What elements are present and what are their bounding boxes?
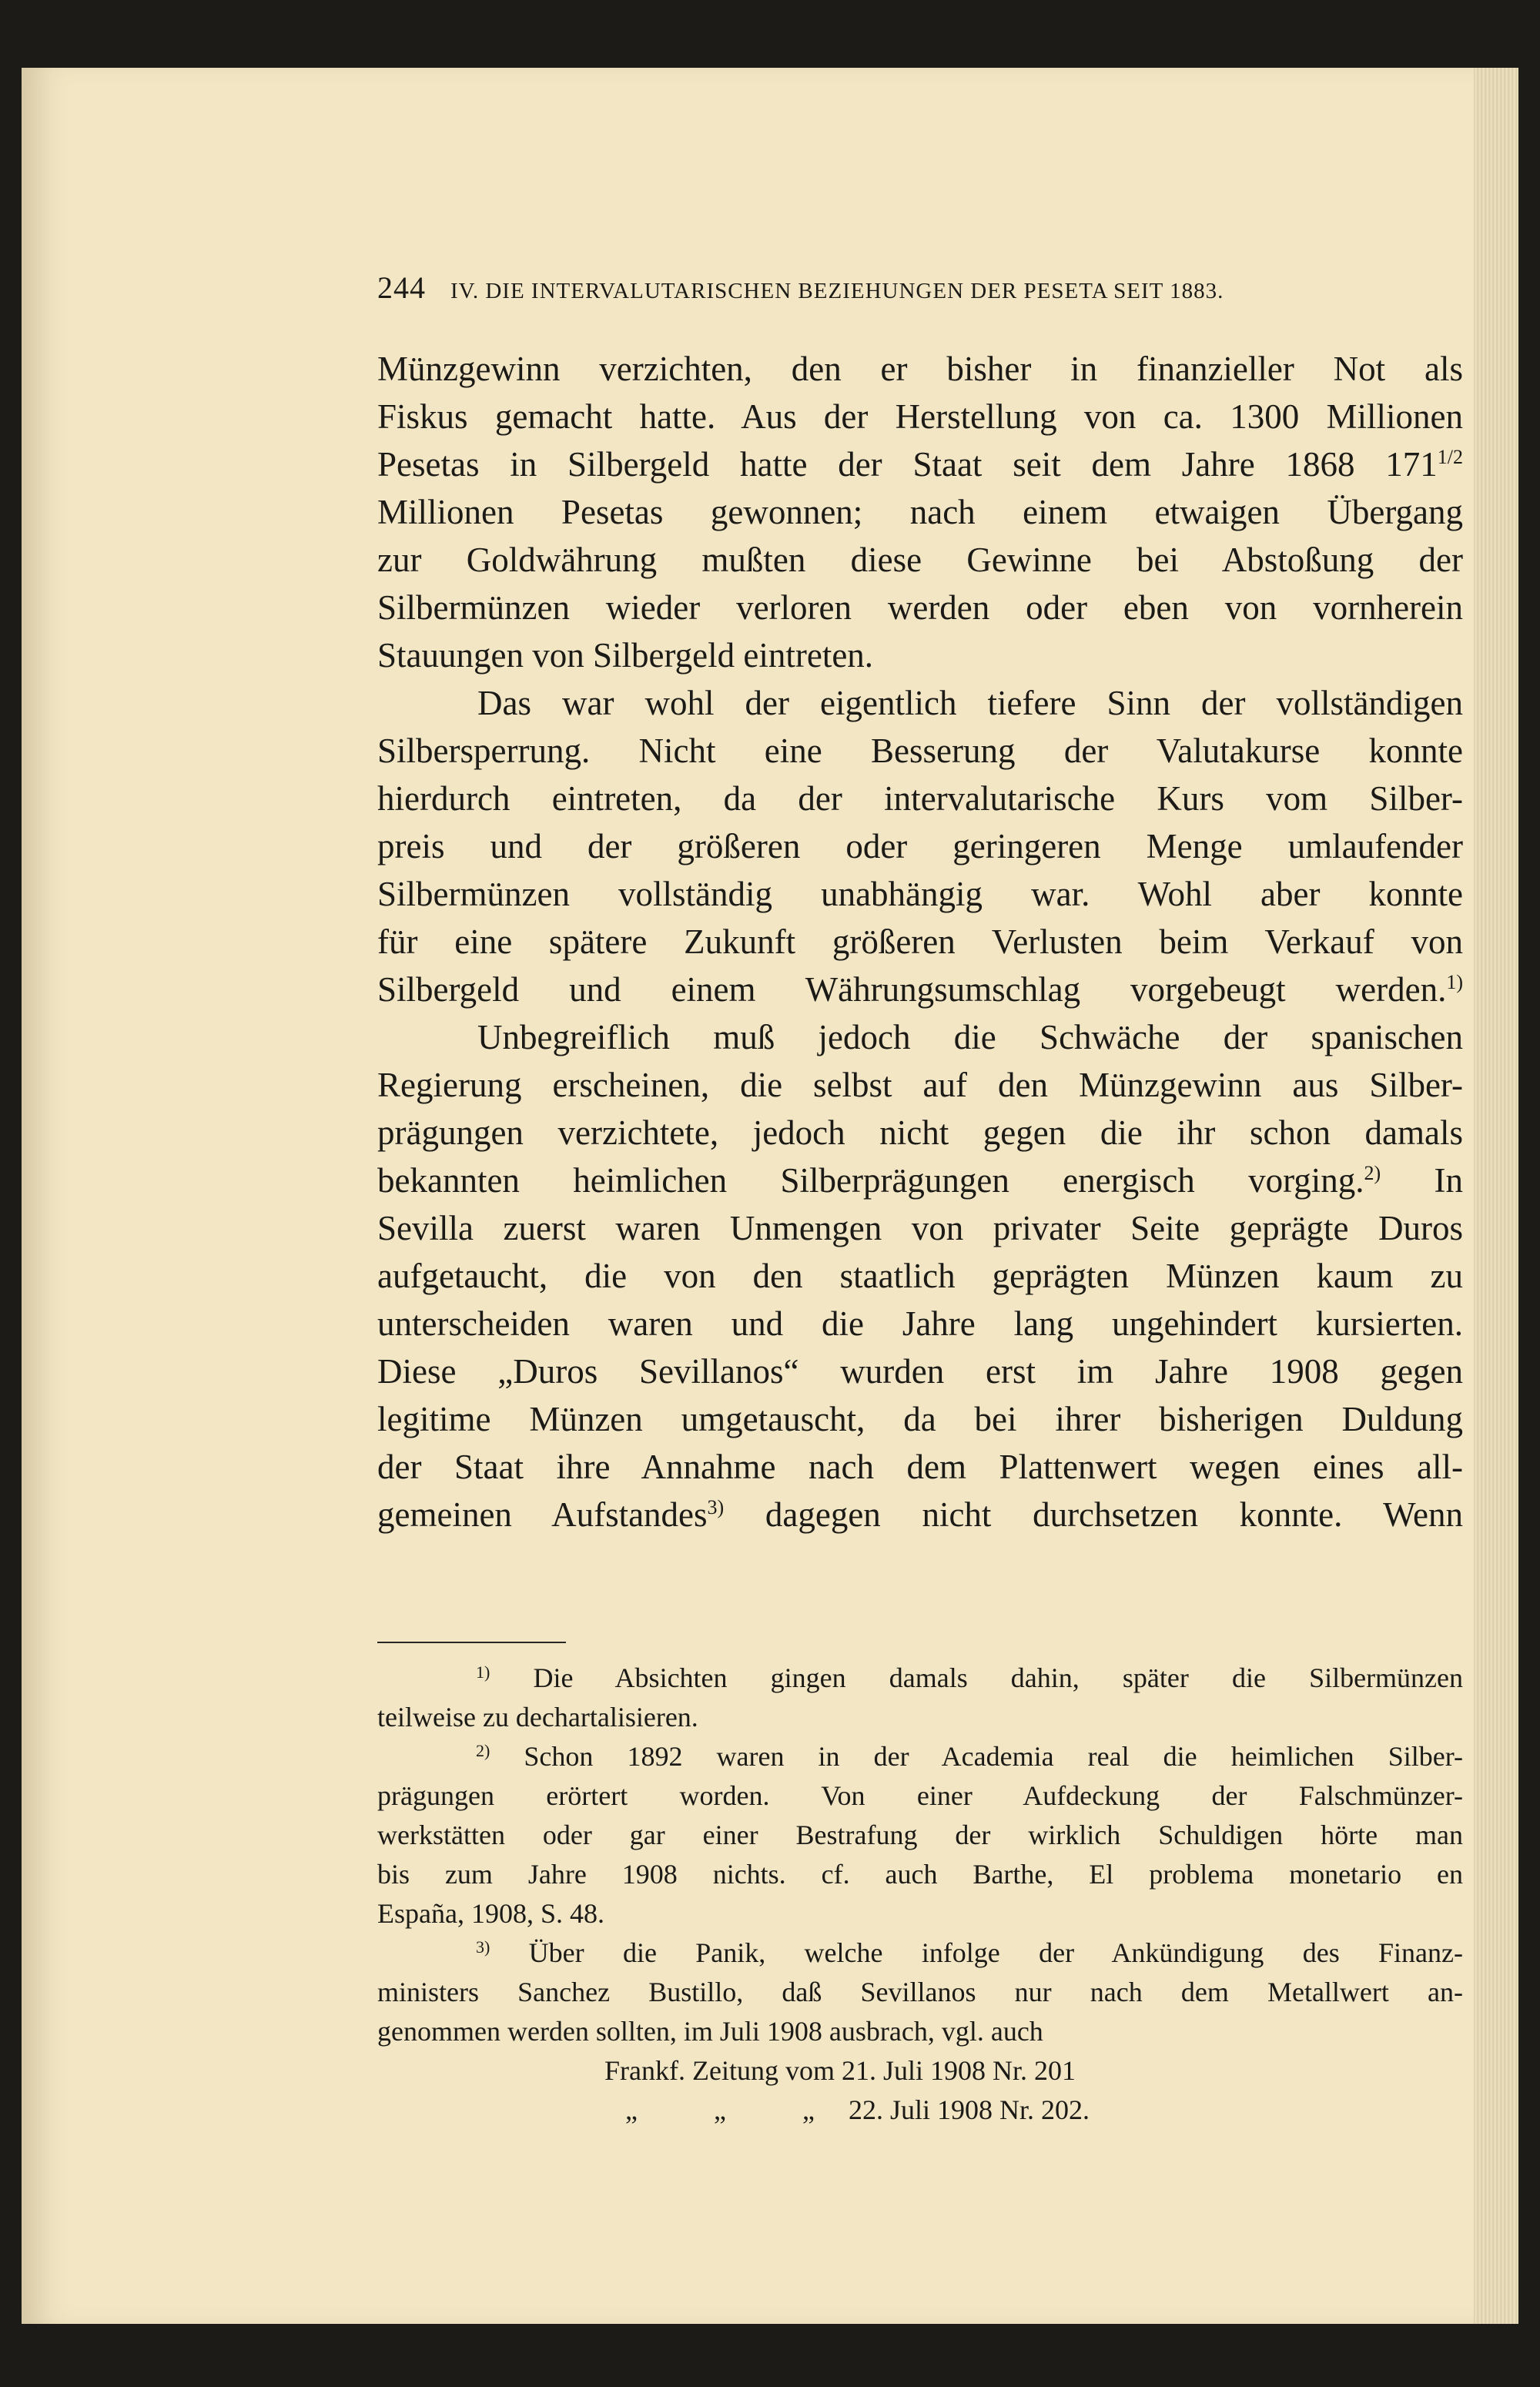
- text-line: Das war wohl der eigentlich tiefere Sinn der vollständigen: [477, 684, 1463, 722]
- text-line: aufgetaucht, die von den staatlich geprägten Münzen kaum zu: [377, 1257, 1463, 1295]
- footnote-text: Schon 1892 waren in der Academia real die heimlichen Silber-: [524, 1741, 1463, 1772]
- footnote-mark: 1): [476, 1662, 490, 1682]
- footnote-line: ministers Sanchez Bustillo, daß Sevillanos nur nach dem Metallwert an-: [377, 1977, 1463, 2007]
- footnote-line: Frankf. Zeitung vom 21. Juli 1908 Nr. 201: [604, 2055, 1076, 2086]
- footnote-line: España, 1908, S. 48.: [377, 1898, 604, 1929]
- text-line: [377, 966, 1463, 1013]
- chapter-title: IV. DIE INTERVALUTARISCHEN BEZIEHUNGEN DER PESETA SEIT 1883.: [450, 279, 1224, 303]
- text-segment: In: [1434, 1161, 1464, 1200]
- text-line: [377, 1491, 1463, 1538]
- footnote-ref: 2): [1364, 1162, 1381, 1184]
- text-line: hierdurch eintreten, da der intervalutarische Kurs vom Silber-: [377, 779, 1463, 818]
- text-line: Silbermünzen wieder verloren werden oder eben von vornherein: [377, 588, 1463, 627]
- footnote-text: Über die Panik, welche infolge der Ankündigung des Finanz-: [528, 1937, 1464, 1968]
- text-segment: Pesetas in Silbergeld hatte der Staat seit dem Jahre 1868 171: [377, 445, 1438, 484]
- text-line: [377, 440, 1463, 488]
- text-line: Sevilla zuerst waren Unmengen von privater Seite geprägte Duros: [377, 1209, 1463, 1247]
- page-number: 244: [377, 270, 426, 305]
- footnote-line: [377, 2091, 1463, 2130]
- text-line: preis und der größeren oder geringeren Menge umlaufender: [377, 827, 1463, 865]
- text-line: Münzgewinn verzichten, den er bisher in finanzieller Not als: [377, 350, 1463, 388]
- text-line: Silbersperrung. Nicht eine Besserung der Valutakurse konnte: [377, 732, 1463, 770]
- footnote-text: 22. Juli 1908 Nr. 202.: [849, 2094, 1090, 2125]
- footnote-line: bis zum Jahre 1908 nichts. cf. auch Barthe, El problema monetario en: [377, 1859, 1463, 1890]
- text-line: zur Goldwährung mußten diese Gewinne bei Abstoßung der: [377, 541, 1463, 579]
- text-line: prägungen verzichtete, jedoch nicht gegen die ihr schon damals: [377, 1113, 1463, 1152]
- footnote-rule: [377, 1642, 566, 1643]
- text-line: unterscheiden waren und die Jahre lang ungehindert kursierten.: [377, 1304, 1463, 1343]
- footnote-line: werkstätten oder gar einer Bestrafung der wirklich Schuldigen hörte man: [377, 1820, 1463, 1850]
- footnote-line: prägungen erörtert worden. Von einer Aufdeckung der Falschmünzer-: [377, 1780, 1463, 1811]
- footnote-ref: 3): [707, 1496, 725, 1518]
- footnote-line: genommen werden sollten, im Juli 1908 ausbrach, vgl. auch: [377, 2016, 1043, 2047]
- text-segment: bekannten heimlichen Silberprägungen energisch vorging.: [377, 1161, 1364, 1200]
- text-line: Regierung erscheinen, die selbst auf den Münzgewinn aus Silber-: [377, 1066, 1463, 1104]
- text-segment: Silbergeld und einem Währungsumschlag vorgebeugt werden.: [377, 970, 1447, 1009]
- text-line: Stauungen von Silbergeld eintreten.: [377, 636, 874, 675]
- footnote-line: teilweise zu dechartalisieren.: [377, 1702, 698, 1732]
- footnote-line: [377, 1659, 1463, 1698]
- ditto-mark: „: [802, 2094, 815, 2125]
- footnote-line: [377, 1933, 1463, 1973]
- footnote-ref: 1): [1446, 971, 1463, 993]
- text-segment: dagegen nicht durchsetzen konnte. Wenn: [765, 1495, 1464, 1534]
- page-edge: [1474, 68, 1518, 2324]
- ditto-mark: „: [625, 2094, 638, 2125]
- book-page: [22, 68, 1518, 2324]
- text-line: legitime Münzen umgetauscht, da bei ihrer bisherigen Duldung: [377, 1400, 1463, 1438]
- text-line: der Staat ihre Annahme nach dem Plattenwert wegen eines all-: [377, 1448, 1463, 1486]
- footnote-mark: 2): [476, 1741, 490, 1760]
- running-head: [377, 270, 1463, 306]
- text-line: Unbegreiflich muß jedoch die Schwäche der spanischen: [477, 1018, 1463, 1056]
- footnote-text: Die Absichten gingen damals dahin, später die Silbermünzen: [533, 1662, 1464, 1693]
- fraction: 1/2: [1437, 446, 1463, 468]
- ditto-mark: „: [714, 2094, 726, 2125]
- footnote-line: [377, 1737, 1463, 1776]
- text-line: Millionen Pesetas gewonnen; nach einem etwaigen Übergang: [377, 493, 1463, 531]
- text-line: Diese „Duros Sevillanos“ wurden erst im Jahre 1908 gegen: [377, 1352, 1463, 1391]
- text-line: Silbermünzen vollständig unabhängig war. Wohl aber konnte: [377, 875, 1463, 913]
- text-line: für eine spätere Zukunft größeren Verlusten beim Verkauf von: [377, 922, 1463, 961]
- text-line: [377, 1157, 1463, 1204]
- text-line: Fiskus gemacht hatte. Aus der Herstellung von ca. 1300 Millionen: [377, 397, 1463, 436]
- footnote-mark: 3): [476, 1937, 490, 1957]
- body-text: [377, 345, 1463, 1538]
- text-segment: gemeinen Aufstandes: [377, 1495, 708, 1534]
- footnotes: [377, 1659, 1463, 2130]
